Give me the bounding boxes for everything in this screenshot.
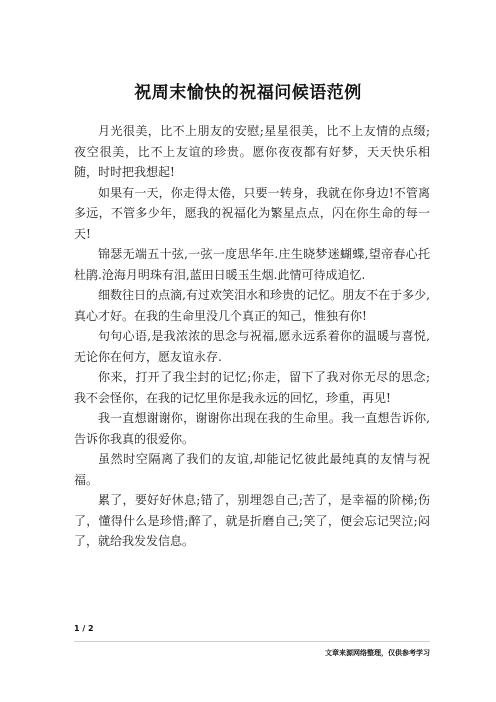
document-title: 祝周末愉快的祝福问候语范例 xyxy=(134,83,362,103)
paragraph-7: 我一直想谢谢你，谢谢你出现在我的生命里。我一直想告诉你,告诉你我真的很爱你。 xyxy=(74,411,430,446)
paragraph-9: 累了，要好好休息;错了，别埋怨自己;苦了，是幸福的阶梯;伤了，懂得什么是珍惜;醉了，就是折磨自己;笑了，便会忘记哭泣;闷了，就给我发发信息。 xyxy=(74,493,430,548)
paragraph-2: 如果有一天，你走得太倦，只要一转身，我就在你身边!不管离多远，不管多少年，愿我的祝福化为繁星点点，闪在你生命的每一天! xyxy=(74,185,430,241)
paragraph-8: 虽然时空隔离了我们的友谊,却能记忆彼此最纯真的友情与祝福。 xyxy=(74,452,430,487)
document-body xyxy=(74,121,430,552)
paragraph-4: 细数往日的点滴,有过欢笑泪水和珍贵的记忆。朋友不在于多少,真心才好。在我的生命里没几个真正的知己，惟独有你! xyxy=(74,288,430,323)
paragraph-6: 你来，打开了我尘封的记忆;你走，留下了我对你无尽的思念;我不会怪你，在我的记忆里你是我永远的回忆，珍重，再见! xyxy=(74,370,430,405)
footer-divider xyxy=(74,641,430,642)
page-number: 1 / 2 xyxy=(74,624,94,633)
paragraph-3: 锦瑟无端五十弦,一弦一度思华年.庄生晓梦迷蝴蝶,望帝春心托杜鹃.沧海月明珠有泪,蓝田日暖玉生烟.此情可待成追忆. xyxy=(74,247,430,282)
paragraph-1: 月光很美，比不上朋友的安慰;星星很美，比不上友情的点缀;夜空很美，比不上友谊的珍贵。愿你夜夜都有好梦，天天快乐相随，时时把我想起! xyxy=(74,124,430,179)
paragraph-5: 句句心语,是我浓浓的思念与祝福,愿永远系着你的温暖与喜悦,无论你在何方，愿友谊永存. xyxy=(74,329,430,364)
footer-note: 文章来源网络整理，仅供参考学习 xyxy=(325,649,430,657)
